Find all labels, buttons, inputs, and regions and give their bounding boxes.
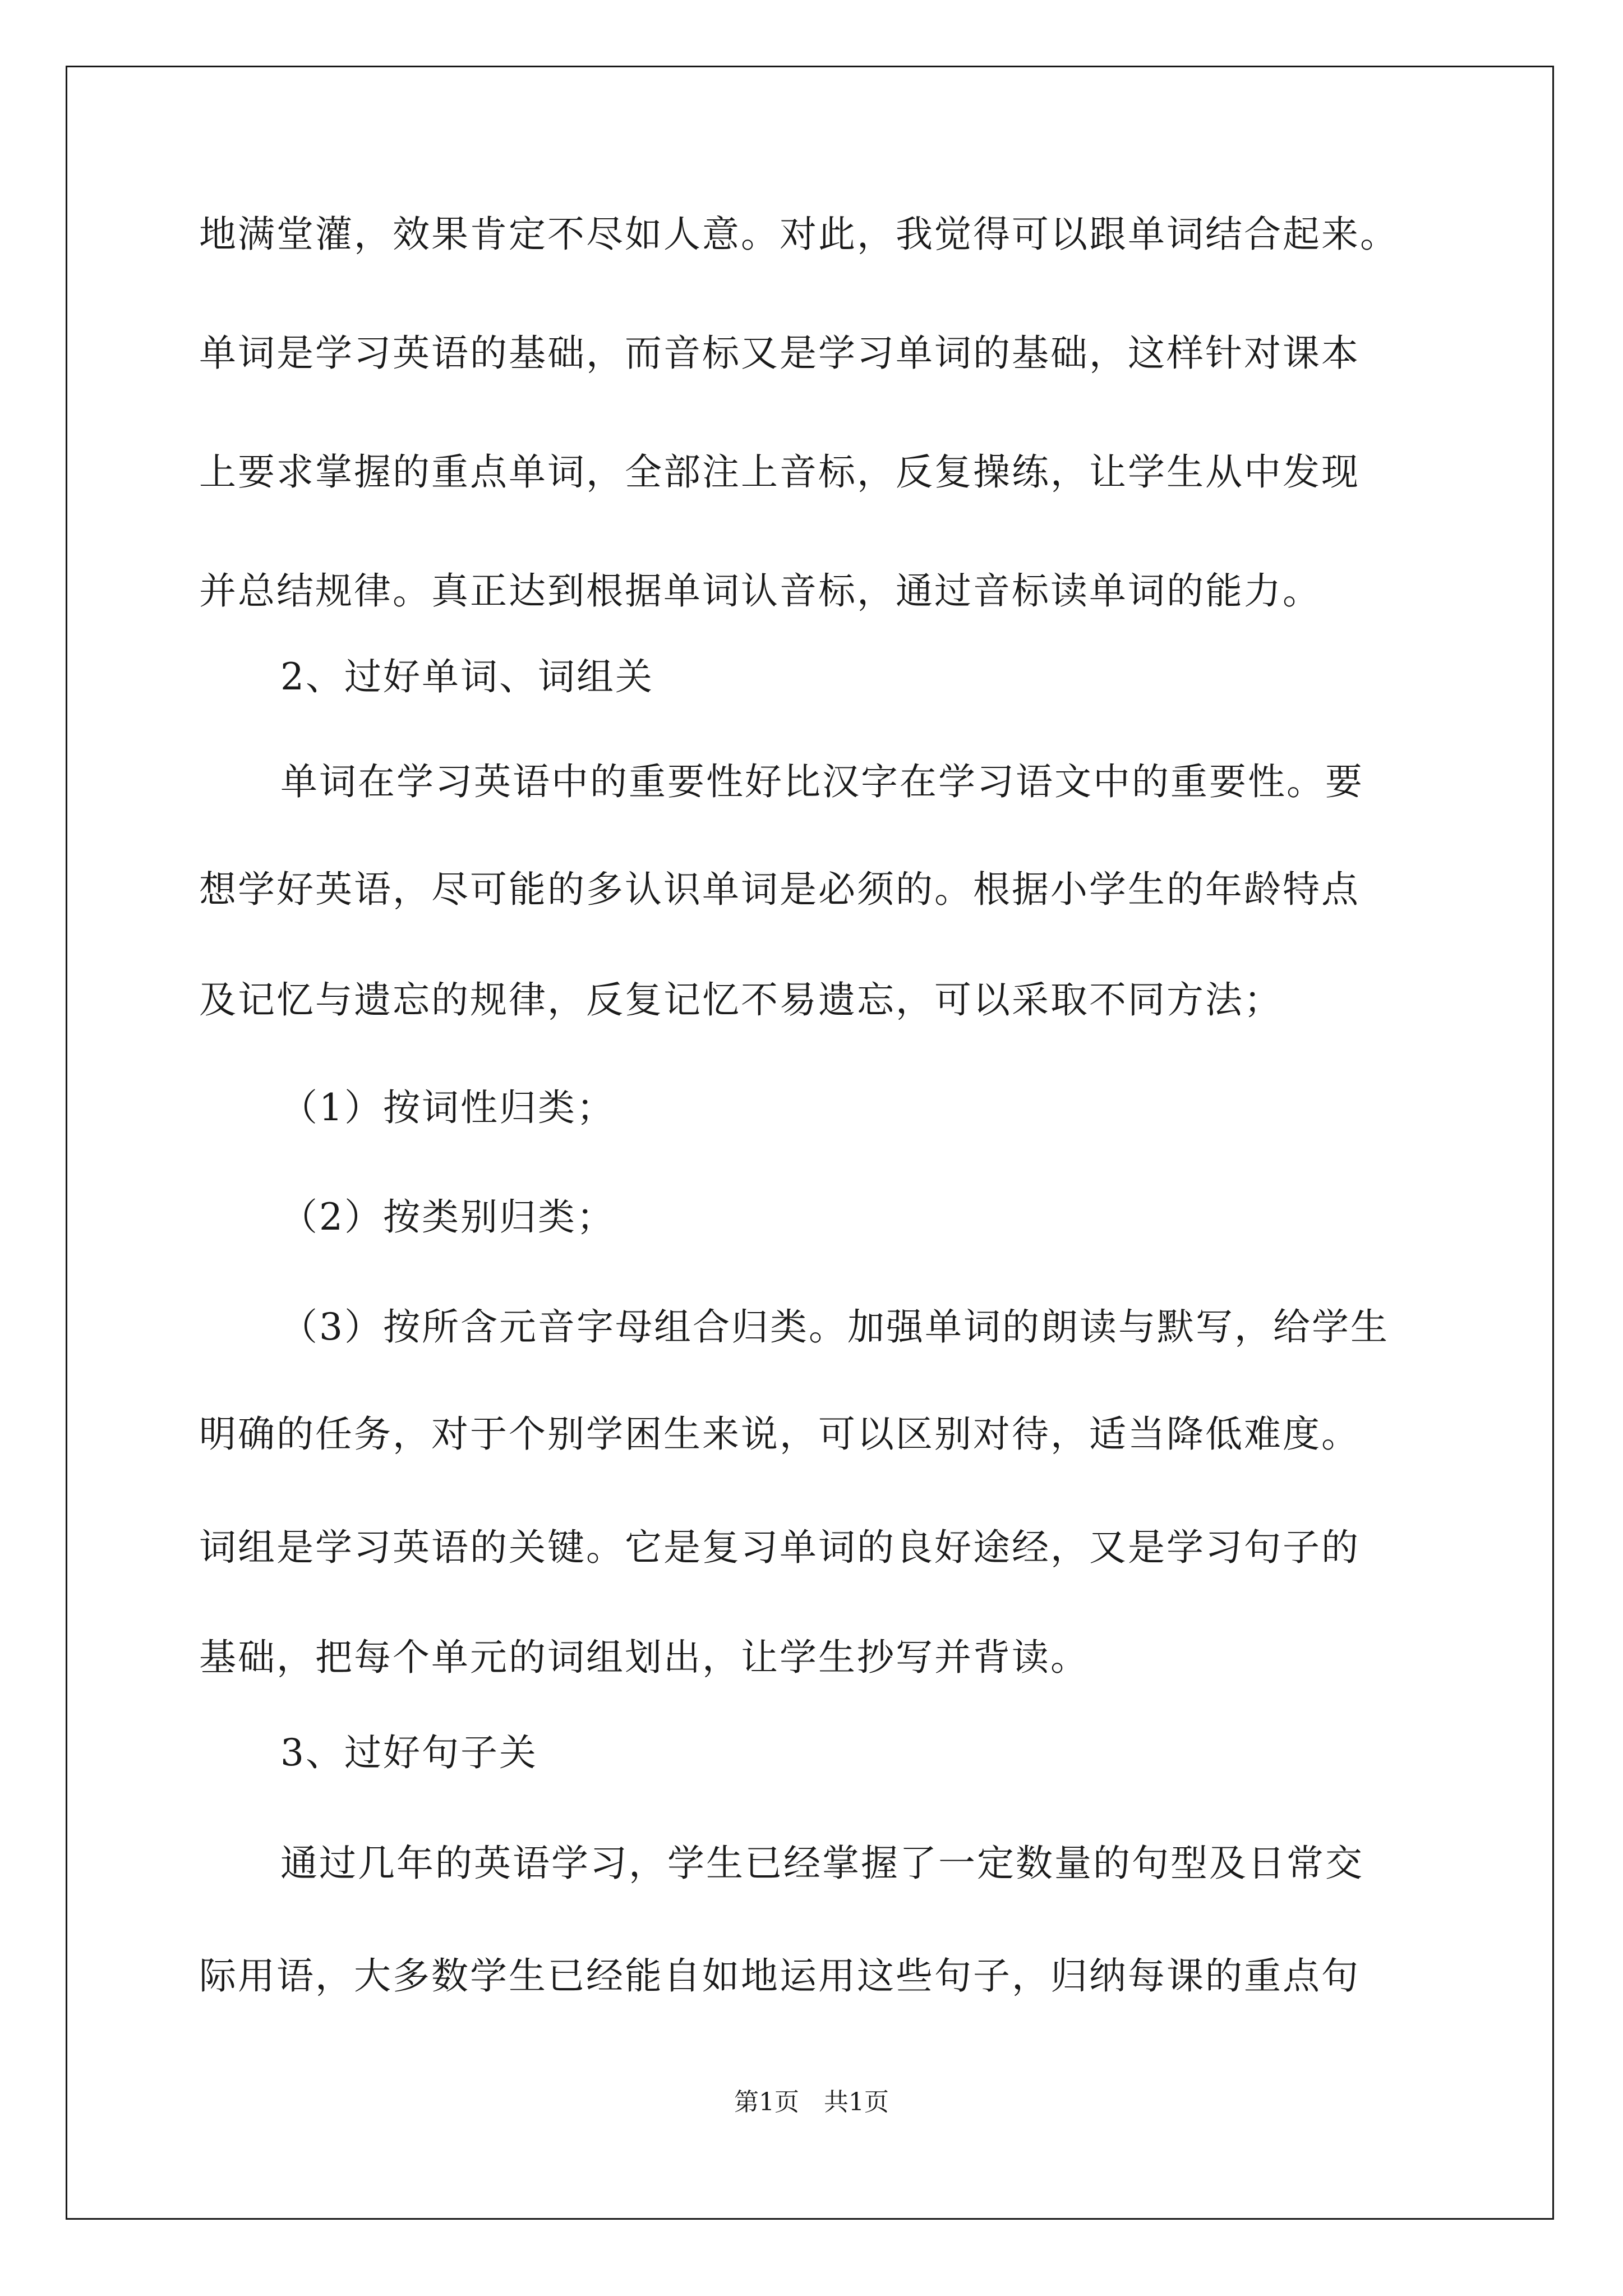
page-number-footer: 第1页 共1页 bbox=[734, 2088, 889, 2116]
body-line-3: 上要求掌握的重点单词，全部注上音标，反复操练，让学生从中发现 bbox=[199, 450, 1360, 494]
body-line-1: 地满堂灌，效果肯定不尽如人意。对此，我觉得可以跟单词结合起来。 bbox=[199, 213, 1399, 256]
body-line-13: 词组是学习英语的关键。它是复习单词的良好途经，又是学习句子的 bbox=[199, 1526, 1360, 1569]
list-item-1: （1）按词性归类； bbox=[280, 1086, 615, 1129]
body-line-14: 基础，把每个单元的词组划出，让学生抄写并背读。 bbox=[199, 1636, 1089, 1679]
body-line-2: 单词是学习英语的基础，而音标又是学习单词的基础，这样针对课本 bbox=[199, 332, 1360, 375]
body-line-17: 际用语，大多数学生已经能自如地运用这些句子，归纳每课的重点句 bbox=[199, 1954, 1360, 1998]
section-heading-2: 2、过好单词、词组关 bbox=[280, 655, 654, 698]
list-item-3: （3）按所含元音字母组合归类。加强单词的朗读与默写，给学生 bbox=[280, 1305, 1389, 1349]
body-line-6: 单词在学习英语中的重要性好比汉字在学习语文中的重要性。要 bbox=[280, 760, 1364, 803]
body-line-12: 明确的任务，对于个别学困生来说，可以区别对待，适当降低难度。 bbox=[199, 1412, 1360, 1456]
body-line-4: 并总结规律。真正达到根据单词认音标，通过音标读单词的能力。 bbox=[199, 569, 1321, 613]
body-line-7: 想学好英语，尽可能的多认识单词是必须的。根据小学生的年龄特点 bbox=[199, 868, 1360, 911]
body-line-16: 通过几年的英语学习，学生已经掌握了一定数量的句型及日常交 bbox=[280, 1842, 1364, 1885]
section-heading-3: 3、过好句子关 bbox=[280, 1731, 538, 1774]
page-border bbox=[66, 66, 1554, 2220]
body-line-8: 及记忆与遗忘的规律，反复记忆不易遗忘，可以采取不同方法； bbox=[199, 978, 1283, 1022]
list-item-2: （2）按类别归类； bbox=[280, 1195, 615, 1239]
